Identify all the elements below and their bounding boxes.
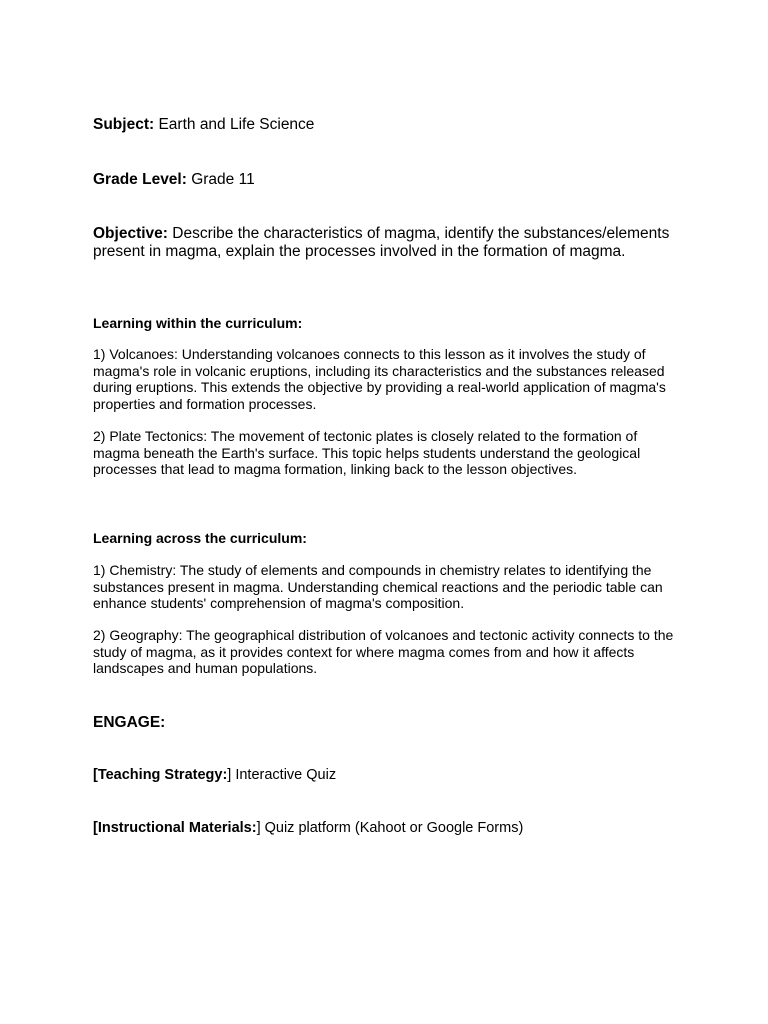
grade-level-value: Grade 11 <box>186 171 255 188</box>
instructional-materials-label: [Instructional Materials: <box>93 820 257 836</box>
teaching-strategy-line <box>93 767 336 784</box>
objective-label: Objective: <box>93 225 168 242</box>
objective-paragraph <box>93 225 683 261</box>
grade-level-line <box>93 171 255 189</box>
instructional-materials-line <box>93 820 523 837</box>
within-curriculum-heading: Learning within the curriculum: <box>93 315 303 331</box>
subject-label: Subject: <box>93 116 155 133</box>
grade-level-label: Grade Level: <box>93 171 187 188</box>
engage-heading: ENGAGE: <box>93 714 166 731</box>
objective-text: Describe the characteristics of magma, identify the substances/elements present in magma, explain the processes involved in the formation of magma. <box>93 225 670 260</box>
instructional-materials-value: ] Quiz platform (Kahoot or Google Forms) <box>256 820 524 836</box>
within-curriculum-item-1: 1) Volcanoes: Understanding volcanoes connects to this lesson as it involves the study of magma's role in volcanic eruptions, including its characteristics and the substances released during eruptions. This extends the objective by providing a real-world application of magma's properties and formation processes. <box>93 346 666 412</box>
subject-value: Earth and Life Science <box>154 116 315 133</box>
within-curriculum-item-2: 2) Plate Tectonics: The movement of tectonic plates is closely related to the formation of magma beneath the Earth's surface. This topic helps students understand the geological processes that lead to magma formation, linking back to the lesson objectives. <box>93 428 641 478</box>
subject-line <box>93 116 314 134</box>
teaching-strategy-value: ] Interactive Quiz <box>227 767 337 783</box>
across-curriculum-item-2: 2) Geography: The geographical distribution of volcanoes and tectonic activity connects to the study of magma, as it provides context for where magma comes from and how it affects landscapes and human populations. <box>93 627 674 677</box>
across-curriculum-item-1: 1) Chemistry: The study of elements and compounds in chemistry relates to identifying the substances present in magma. Understanding chemical reactions and the periodic table can enhance students' comprehension of magma's composition. <box>93 562 663 612</box>
across-curriculum-heading: Learning across the curriculum: <box>93 530 307 546</box>
teaching-strategy-label: [Teaching Strategy: <box>93 767 228 783</box>
